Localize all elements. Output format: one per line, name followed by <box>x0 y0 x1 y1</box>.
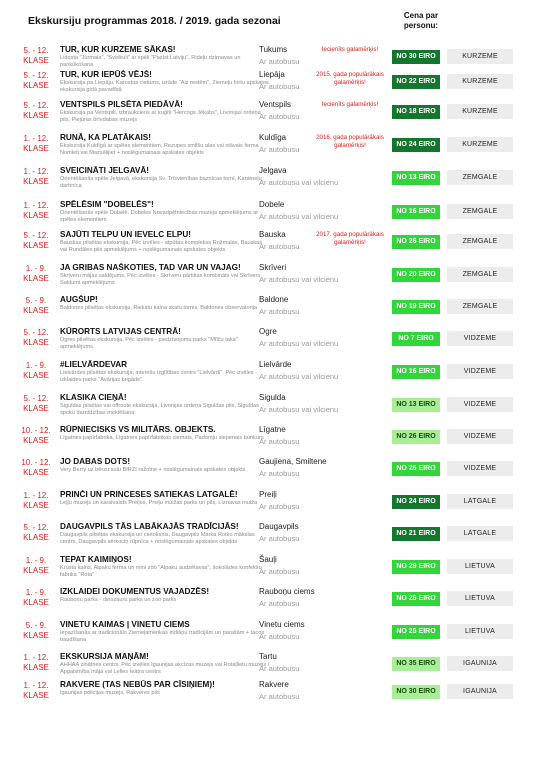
program-row <box>0 584 542 617</box>
destination: Preiļi <box>259 490 277 499</box>
price-badge: NO 29 EIRO <box>392 560 440 574</box>
program-row <box>0 227 542 260</box>
price-badge: NO 35 EIRO <box>392 657 440 671</box>
grade-range: 1. - 12. KLASE <box>23 653 49 672</box>
program-row <box>0 324 542 357</box>
program-name: RUNĀ, KA PLATĀKAIS! <box>60 133 151 142</box>
price-badge: NO 20 EIRO <box>392 268 440 282</box>
price-column-header: Cena par personu: <box>403 11 439 30</box>
program-name: AUGŠUP! <box>60 295 98 304</box>
price-badge: NO 24 EIRO <box>392 138 440 152</box>
program-description: Lidosta "Jūrmala", "Sveikuli" ar spēli "Pazīst Latviju", Rideļu dzirnavas un pankūkošana <box>60 55 241 68</box>
price-badge: NO 19 EIRO <box>392 300 440 314</box>
grade-range: 5. - 9. KLASE <box>23 296 49 315</box>
program-description: Ekskursija pa Liepāju, Karostas cietums, izrāde "Aiz restēm", Ziemeļu fortu apskates ekskursija gidā pavadībā <box>60 80 269 93</box>
destination: Šauļi <box>259 555 277 564</box>
program-description: Very Berry uz bērzu sulu BIRZĪ ražotne + noslēgumainais apskates objekts <box>60 467 246 473</box>
program-description: Ogres pilsētas ekskursija, Pēc izvēles - piedzīvojumu parks "Mīlču taka" apmeklējums. <box>60 337 238 350</box>
program-name: IZKLAIDEI DOKUMENTUS VAJADZĒS! <box>60 587 210 596</box>
grade-range: 1. - 12. KLASE <box>23 134 49 153</box>
destination: Skrīveri <box>259 263 287 272</box>
transport-mode: Ar autobusu vai vilcienu <box>259 178 339 187</box>
destination: Bauska <box>259 230 286 239</box>
program-name: KŪRORTS LATVIJAS CENTRĀ! <box>60 327 181 336</box>
region-label: ZEMGALE <box>447 204 513 219</box>
program-name: SVEICINĀTI JELGAVĀ! <box>60 166 150 175</box>
price-badge: NO 30 EIRO <box>392 50 440 64</box>
destination: Ogre <box>259 327 277 336</box>
price-badge: NO 22 EIRO <box>392 75 440 89</box>
region-label: VIDZEME <box>447 364 513 379</box>
grade-range: 5. - 12. KLASE <box>23 101 49 120</box>
transport-mode: Ar autobusu vai vilcienu <box>259 275 339 284</box>
grade-range: 10. - 12. KLASE <box>21 458 51 477</box>
price-badge: NO 26 EIRO <box>392 235 440 249</box>
grade-range: 5. - 12. KLASE <box>23 394 49 413</box>
program-description: Igaunijas policijas muzejs, Rakveres pils <box>60 690 160 696</box>
program-description: AHHAA zinātnes centrs. Pēc izvēles Igaunijas akcīzas muzejs vai Rotaļlietu muzejs / Apgaismība mājā vai Lelles teātra centrs <box>60 662 270 675</box>
region-label: ZEMGALE <box>447 299 513 314</box>
program-row <box>0 454 542 487</box>
program-description: Bauskas pilsētas ekskursija, Pēc izvēles - atpūtas komplekss Rožmalas, Bauskas vai Rundāles pils apmeklējums + noslēgumainais apskates objekts <box>60 240 263 253</box>
price-badge: NO 18 EIRO <box>392 105 440 119</box>
program-name: SPĒLĒSIM "DOBELĒS"! <box>60 200 154 209</box>
popularity-note: Iecienīts galamērķis! <box>321 46 379 53</box>
page-title: Ekskursiju programmas 2018. / 2019. gada sezonai <box>28 15 281 27</box>
transport-mode: Ar autobusu <box>259 692 300 701</box>
transport-mode: Ar autobusu <box>259 307 300 316</box>
region-label: LATGALE <box>447 526 513 541</box>
destination: Dobele <box>259 200 285 209</box>
destination: Kuldīga <box>259 133 287 142</box>
region-label: KURZEME <box>447 49 513 64</box>
grade-range: 1. - 9. KLASE <box>23 588 49 607</box>
program-name: JO DABAS DOTS! <box>60 457 131 466</box>
program-name: JA GRIBAS NAŠKOTIES, TAD VAR UN VAJAG! <box>60 263 241 272</box>
region-label: ZEMGALE <box>447 170 513 185</box>
grade-range: 1. - 12. KLASE <box>23 681 49 700</box>
program-row <box>0 260 542 293</box>
transport-mode: Ar autobusu <box>259 437 300 446</box>
grade-range: 1. - 12. KLASE <box>23 491 49 510</box>
grade-range: 1. - 9. KLASE <box>23 556 49 575</box>
destination: Ventspils <box>259 100 292 109</box>
region-label: IGAUNIJA <box>447 684 513 699</box>
grade-range: 5. - 12. KLASE <box>23 46 49 65</box>
program-description: Skrīveru mājas saldējums, Pēc izvēles - Skrīveru pārtikas kombināts vai Skrīveru Saldumi apmeklējums <box>60 273 261 286</box>
program-row <box>0 130 542 163</box>
price-badge: NO 16 EIRO <box>392 365 440 379</box>
program-description: Līgatnes papīrfabrika, Līgatnes papīrfabrikas ciemats, Padomju slepenais bunkurs <box>60 435 264 441</box>
transport-mode: Ar autobusu <box>259 567 300 576</box>
popularity-note: Iecienīts galamērķis! <box>321 101 379 108</box>
region-label: VIDZEME <box>447 461 513 476</box>
program-row <box>0 552 542 585</box>
price-badge: NO 30 EIRO <box>392 685 440 699</box>
transport-mode: Ar autobusu <box>259 599 300 608</box>
transport-mode: Ar autobusu <box>259 534 300 543</box>
region-label: LIETUVA <box>447 624 513 639</box>
program-name: VENTSPILS PILSĒTA PIEDĀVĀ! <box>60 100 183 109</box>
program-name: DAUGAVPILS TĀS LABĀKAJĀS TRADĪCIJĀS! <box>60 522 239 531</box>
grade-range: 5. - 12. KLASE <box>23 71 49 90</box>
price-badge: NO 21 EIRO <box>392 527 440 541</box>
program-row <box>0 677 542 710</box>
transport-mode: Ar autobusu <box>259 469 300 478</box>
program-description: Orientēšanās spēle Dobelē, Dobeles Novadpētniecības muzeja apmeklējums ar spēles elementiem <box>60 210 259 223</box>
program-description: Leļļu muzejs un karalvalsts Preiļos, Preiļu muižas parks un pils, Līznavas muiža <box>60 500 258 506</box>
destination: Baldone <box>259 295 289 304</box>
region-label: LIETUVA <box>447 559 513 574</box>
price-badge: NO 26 EIRO <box>392 430 440 444</box>
region-label: ZEMGALE <box>447 234 513 249</box>
program-row <box>0 163 542 196</box>
program-description: Lielvārdes pilsētas ekskursija, interešu izglītības centrs "Lielvārdi". Pēc izvēles - izklaides parks "Avārijas brigāde". <box>60 370 258 383</box>
destination: Līgatne <box>259 425 286 434</box>
destination: Gaujiena, Smiltene <box>259 457 327 466</box>
grade-range: 5. - 9. KLASE <box>23 621 49 640</box>
transport-mode: Ar autobusu <box>259 502 300 511</box>
region-label: VIDZEME <box>447 397 513 412</box>
program-row <box>0 519 542 552</box>
transport-mode: Ar autobusu <box>259 82 300 91</box>
program-description: Ekskursija pa Ventspili, izbraukciens ar kuģīti "Hercogs Jēkabs", Livonijas ordeņa pils, Piejūras brīvdabas muzejs <box>60 110 261 123</box>
grade-range: 10. - 12. KLASE <box>21 426 51 445</box>
destination: Daugavpils <box>259 522 299 531</box>
grade-range: 1. - 9. KLASE <box>23 264 49 283</box>
popularity-note: 2015. gada populārākais galamērķis! <box>316 71 384 86</box>
transport-mode: Ar autobusu <box>259 112 300 121</box>
program-row <box>0 422 542 455</box>
program-description: Baldones pilsētas ekskursija, Riekstu kalna skatu tornis, Baldones observatorija <box>60 305 258 311</box>
destination: Lielvārde <box>259 360 292 369</box>
grade-range: 5. - 12. KLASE <box>23 523 49 542</box>
program-row <box>0 67 542 100</box>
program-name: #LIELVĀRDEVAR <box>60 360 128 369</box>
transport-mode: Ar autobusu <box>259 145 300 154</box>
destination: Tukums <box>259 45 288 54</box>
grade-range: 1. - 9. KLASE <box>23 361 49 380</box>
price-badge: NO 25 EIRO <box>392 592 440 606</box>
price-badge: NO 13 EIRO <box>392 171 440 185</box>
grade-range: 5. - 12. KLASE <box>23 231 49 250</box>
program-row <box>0 617 542 650</box>
transport-mode: Ar autobusu vai vilcienu <box>259 405 339 414</box>
program-name: KLASIKA CIEŅĀ! <box>60 393 127 402</box>
program-description: Daugavpils pilsētas ekskursija un cietoksnis, Daugavpils Marka Rotko mākslas centrs, Daugavpils sērkociņ rūpnīca + noslēgumainais apskates objekts <box>60 532 255 545</box>
transport-mode: Ar autobusu vai vilcienu <box>259 372 339 381</box>
transport-mode: Ar autobusu <box>259 57 300 66</box>
region-label: VIDZEME <box>447 429 513 444</box>
program-name: TUR, KUR KURZEME SĀKAS! <box>60 45 176 54</box>
price-badge: NO 16 EIRO <box>392 205 440 219</box>
program-name: SAJŪTI TELPU UN IEVELC ELPU! <box>60 230 192 239</box>
price-badge: NO 13 EIRO <box>392 398 440 412</box>
region-label: KURZEME <box>447 74 513 89</box>
destination: Rakvere <box>259 680 289 689</box>
destination: Vinetu ciems <box>259 620 305 629</box>
price-badge: NO 7 EIRO <box>392 332 440 346</box>
price-badge: NO 26 EIRO <box>392 462 440 476</box>
region-label: KURZEME <box>447 137 513 152</box>
transport-mode: Ar autobusu vai vilcienu <box>259 212 339 221</box>
program-row <box>0 197 542 230</box>
region-label: IGAUNIJA <box>447 656 513 671</box>
program-row <box>0 97 542 130</box>
destination: Rauboņu ciems <box>259 587 315 596</box>
program-row <box>0 292 542 325</box>
region-label: LIETUVA <box>447 591 513 606</box>
region-label: KURZEME <box>447 104 513 119</box>
grade-range: 5. - 12. KLASE <box>23 328 49 347</box>
program-name: PRINČI UN PRINCESES SATIEKAS LATGALĒ! <box>60 490 238 499</box>
program-description: Ekskursija Kuldīgā ar spēles elementiem, Rezupes smilšu alas vai stāvais ferma Nomleti vai Mazsālijiet + noslēgumainais apskates objekts <box>60 143 259 156</box>
transport-mode: Ar autobusu <box>259 242 300 251</box>
region-label: LATGALE <box>447 494 513 509</box>
destination: Tartu <box>259 652 277 661</box>
program-name: VINETU KAIMAS | VINETU CIEMS <box>60 620 190 629</box>
region-label: VIDZEME <box>447 331 513 346</box>
popularity-note: 2017. gada populārākais galamērķis! <box>316 231 384 246</box>
program-description: Rauboņu parks - dinozauru parks un zoo parks <box>60 597 177 603</box>
price-badge: NO 25 EIRO <box>392 625 440 639</box>
region-label: ZEMGALE <box>447 267 513 282</box>
program-name: TUR, KUR IEPŪŠ VĒJŠ! <box>60 70 152 79</box>
destination: Liepāja <box>259 70 285 79</box>
program-row <box>0 390 542 423</box>
program-description: Krusta kalns, Alpaku ferma un mini zoo "Alpaku audzētavas", šokolādes konfekšu fabrika "Rota" <box>60 565 262 578</box>
price-badge: NO 24 EIRO <box>392 495 440 509</box>
program-description: Orientēšanās spēle Jelgavā, ekskursija Sv. Trīsvienības baznīcas tornī, Karameļu darbnīca <box>60 176 262 189</box>
program-row <box>0 357 542 390</box>
program-name: EKSKURSIJA MAŅĀM! <box>60 652 149 661</box>
grade-range: 1. - 12. KLASE <box>23 201 49 220</box>
destination: Sigulda <box>259 393 286 402</box>
program-row <box>0 487 542 520</box>
popularity-note: 2016. gada populārākais galamērķis! <box>316 134 384 149</box>
program-description: Siguldas pilsētas vai offroute ekskursija, Livonijas ordeņa Siguldas pils, Siguldas spoku darnīdzības meklēšana <box>60 403 259 416</box>
transport-mode: Ar autobusu vai vilcienu <box>259 339 339 348</box>
transport-mode: Ar autobusu <box>259 632 300 641</box>
destination: Jelgava <box>259 166 287 175</box>
program-name: TEPAT KAIMIŅOS! <box>60 555 132 564</box>
program-name: RAKVERE (TAS NEBŪS PAR CĪSIŅIEM)! <box>60 680 215 689</box>
program-name: RŪPNIECISKS VS MILITĀRS. OBJEKTS. <box>60 425 216 434</box>
transport-mode: Ar autobusu <box>259 664 300 673</box>
program-description: Iepazīšanās ar tradicionālo Ziemeļamerikas indiāņu tradīcijām un parašām + tacos baudīšana <box>60 630 265 643</box>
grade-range: 1. - 12. KLASE <box>23 167 49 186</box>
